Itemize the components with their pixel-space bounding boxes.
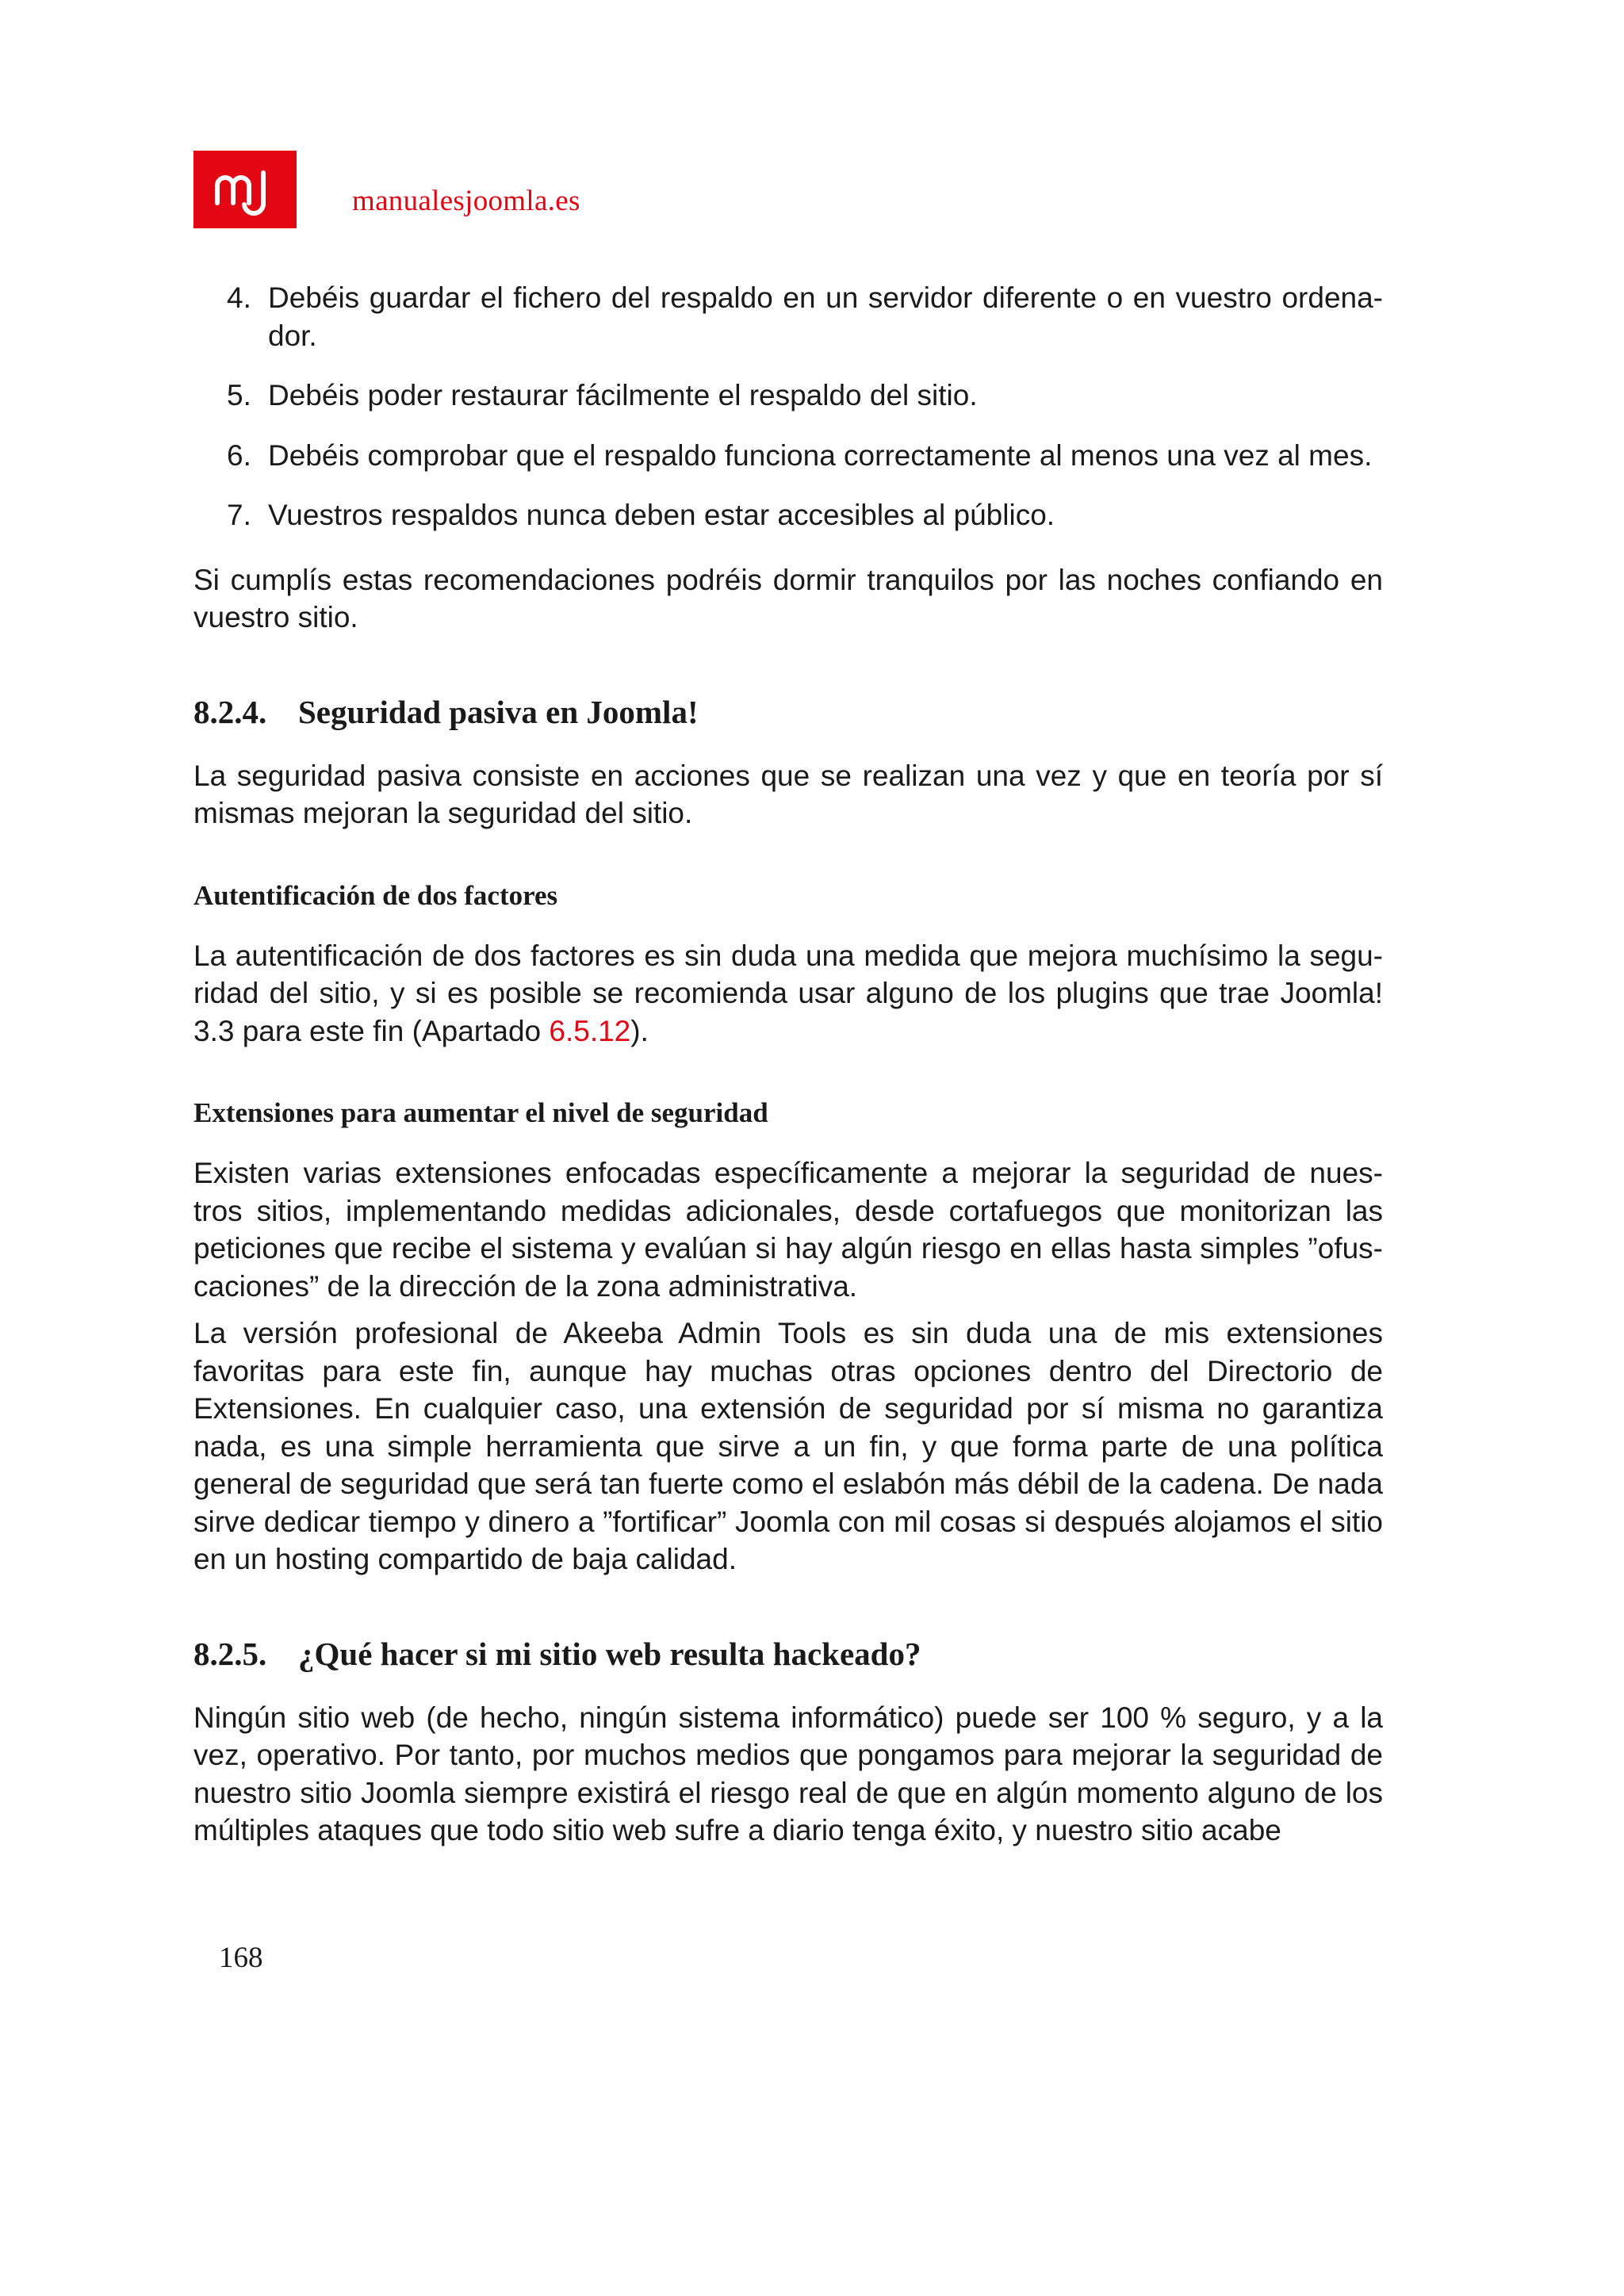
extensions-heading: Extensiones para aumentar el nivel de seguridad (193, 1097, 768, 1128)
list-item-number: 6. (227, 438, 251, 472)
site-name[interactable]: manualesjoomla.es (352, 185, 580, 217)
list-item (227, 496, 1383, 534)
section-reference-link[interactable]: 6.5.12 (549, 1014, 631, 1047)
recommendations-list (193, 279, 1383, 534)
list-item-text: Debéis guardar el fichero del respaldo en un servidor diferente o en vuestro ordena- dor. (268, 281, 1383, 352)
page-number: 168 (219, 1942, 263, 1974)
two-factor-text-end: ). (630, 1014, 649, 1047)
mj-logo-icon (193, 151, 297, 228)
list-item-number: 5. (227, 379, 251, 411)
hacked-site-intro: Ningún sitio web (de hecho, ningún sistema informático) puede ser 100 % seguro, y a la vez, operativo. Por tanto, por muchos medios que pongamos para mejorar la seguridad de nuestro sitio Joomla siempre existirá el riesgo real de que en algún momento alguno de los múltiples ataques que todo sitio web sufre a diario tenga éxito, y nuestro sitio acabe (193, 1701, 1383, 1846)
section-title: ¿Qué hacer si mi sitio web resulta hackeado? (298, 1635, 921, 1672)
extensions-paragraph: Existen varias extensiones enfocadas específicamente a mejorar la seguridad de nues- tros sitios, implementando medidas adicionales, desde cortafuegos que monitorizan las peticiones que recibe el sistema y evalúan si hay algún riesgo en ellas hasta simples ”ofus- caciones” de la dirección de la zona administrativa. (193, 1157, 1383, 1303)
two-factor-text: La autentificación de dos factores es sin duda una medida que mejora muchísimo la segu- ridad del sitio, y si es posible se recomienda usar alguno de los plugins que trae Joomla! 3.3 para este fin (Apartado (193, 939, 1383, 1047)
list-item-number: 7. (227, 499, 251, 531)
section-number: 8.2.4. (193, 693, 267, 730)
list-item-text: Vuestros respaldos nunca deben estar accesibles al público. (268, 499, 1055, 531)
page-content (193, 279, 1383, 1850)
list-item (227, 377, 1383, 415)
section-number: 8.2.5. (193, 1635, 267, 1672)
list-item (227, 437, 1383, 475)
list-item (227, 279, 1383, 354)
site-logo (193, 151, 297, 228)
section-title: Seguridad pasiva en Joomla! (298, 693, 699, 730)
recommendations-conclusion: Si cumplís estas recomendaciones podréis dormir tranquilos por las noches confiando en vuestro sitio. (193, 563, 1383, 633)
section-heading-8-2-4 (193, 692, 1383, 732)
two-factor-paragraph (193, 937, 1383, 1050)
list-item-text: Debéis poder restaurar fácilmente el respaldo del sitio. (268, 379, 978, 411)
section-heading-8-2-5 (193, 1634, 1383, 1674)
two-factor-heading: Autentificación de dos factores (193, 879, 558, 911)
list-item-number: 4. (227, 281, 251, 314)
extensions-paragraph: La versión profesional de Akeeba Admin Tools es sin duda una de mis extensiones favoritas para este fin, aunque hay muchas otras opciones dentro del Directorio de Extensiones. En cualquier caso, una extensión de seguridad por sí misma no garantiza nada, es una simple herramienta que sirve a un fin, y que forma parte de una política general de seguridad que será tan fuerte como el eslabón más débil de la cadena. De nada sirve dedicar tiempo y dinero a ”fortificar” Joomla con mil cosas si después alojamos el sitio en un hosting compartido de baja calidad. (193, 1317, 1383, 1575)
passive-security-intro: La seguridad pasiva consiste en acciones que se realizan una vez y que en teoría por sí mismas mejoran la seguridad del sitio. (193, 759, 1383, 829)
list-item-text: Debéis comprobar que el respaldo funciona correctamente al menos una vez al mes. (268, 438, 1373, 472)
